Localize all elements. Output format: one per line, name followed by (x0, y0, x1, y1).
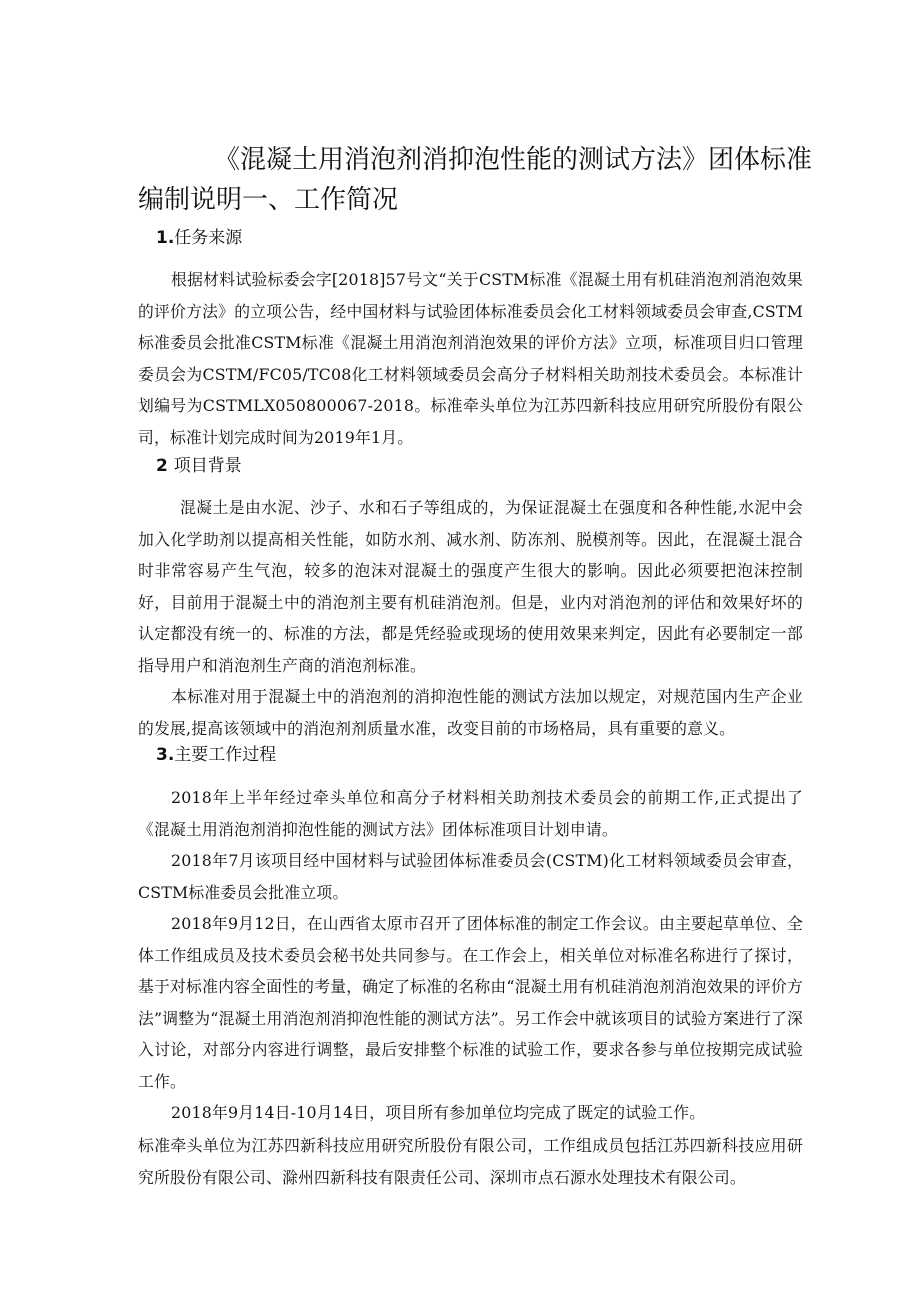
paragraph-process-4: 2018年9月14日-10月14日，项目所有参加单位均完成了既定的试验工作。 (171, 1103, 706, 1122)
document-title (138, 140, 818, 220)
paragraph-lead-unit: 标准牵头单位为江苏四新科技应用研究所股份有限公司，工作组成员包括江苏四新科技应用研究所股份有限公司、滁州四新科技有限责任公司、深圳市点石源水处理技术有限公司。 (138, 1136, 803, 1187)
section-heading-task-source: 1.任务来源 (156, 228, 243, 248)
section-heading-background: 2 项目背景 (156, 456, 242, 476)
paragraph-process-3: 2018年9月12日，在山西省太原市召开了团体标准的制定工作会议。由主要起草单位、全体工作组成员及技术委员会秘书处共同参与。在工作会上，相关单位对标准名称进行了探讨，基于对标准内容全面性的考量，确定了标准的名称由“混凝土用有机硅消泡剂消泡效果的评价方法”调整为“混凝土用消泡剂消抑泡性能的测试方法”。另工作会中就该项目的试验方案进行了深入讨论，对部分内容进行调整，最后安排整个标准的试验工作，要求各参与单位按期完成试验工作。 (138, 914, 803, 1091)
paragraph-background-1: 混凝土是由水泥、沙子、水和石子等组成的，为保证混凝土在强度和各种性能,水泥中会加入化学助剂以提高相关性能，如防水剂、减水剂、防冻剂、脱模剂等。因此，在混凝土混合时非常容易产生气泡，较多的泡沫对混凝土的强度产生很大的影响。因此必须要把泡沫控制好，目前用于混凝土中的消泡剂主要有机硅消泡剂。但是，业内对消泡剂的评估和效果好坏的认定都没有统一的、标准的方法，都是凭经验或现场的使用效果来判定，因此有必要制定一部指导用户和消泡剂生产商的消泡剂标准。 (138, 498, 803, 675)
paragraph-process-1: 2018年上半年经过牵头单位和高分子材料相关助剂技术委员会的前期工作,正式提出了《混凝土用消泡剂消抑泡性能的测试方法》团体标准项目计划申请。 (138, 788, 803, 839)
title-line-1: 《混凝土用消泡剂消抑泡性能的测试方法》团体标准 (214, 145, 813, 175)
paragraph-process-2: 2018年7月该项目经中国材料与试验团体标准委员会(CSTM)化工材料领域委员会审查，CSTM标准委员会批准立项。 (138, 851, 803, 902)
paragraph-background-2: 本标准对用于混凝土中的消泡剂的消抑泡性能的测试方法加以规定，对规范国内生产企业的发展,提高该领域中的消泡剂剂质量水准，改变目前的市场格局，具有重要的意义。 (138, 687, 803, 738)
title-line-2: 编制说明一、工作简况 (138, 185, 399, 215)
section-heading-work-process: 3.主要工作过程 (156, 745, 277, 765)
paragraph-task-source: 根据材料试验标委会字[2018]57号文“关于CSTM标准《混凝土用有机硅消泡剂消泡效果的评价方法》的立项公告，经中国材料与试验团体标准委员会化工材料领域委员会审查,CSTM标准委员会批准CSTM标准《混凝土用消泡剂消泡效果的评价方法》立项，标准项目归口管理委员会为CSTM/FC05/TC08化工材料领域委员会高分子材料相关助剂技术委员会。本标准计划编号为CSTMLX050800067-2018。标准牵头单位为江苏四新科技应用研究所股份有限公司，标准计划完成时间为2019年1月。 (138, 270, 803, 447)
